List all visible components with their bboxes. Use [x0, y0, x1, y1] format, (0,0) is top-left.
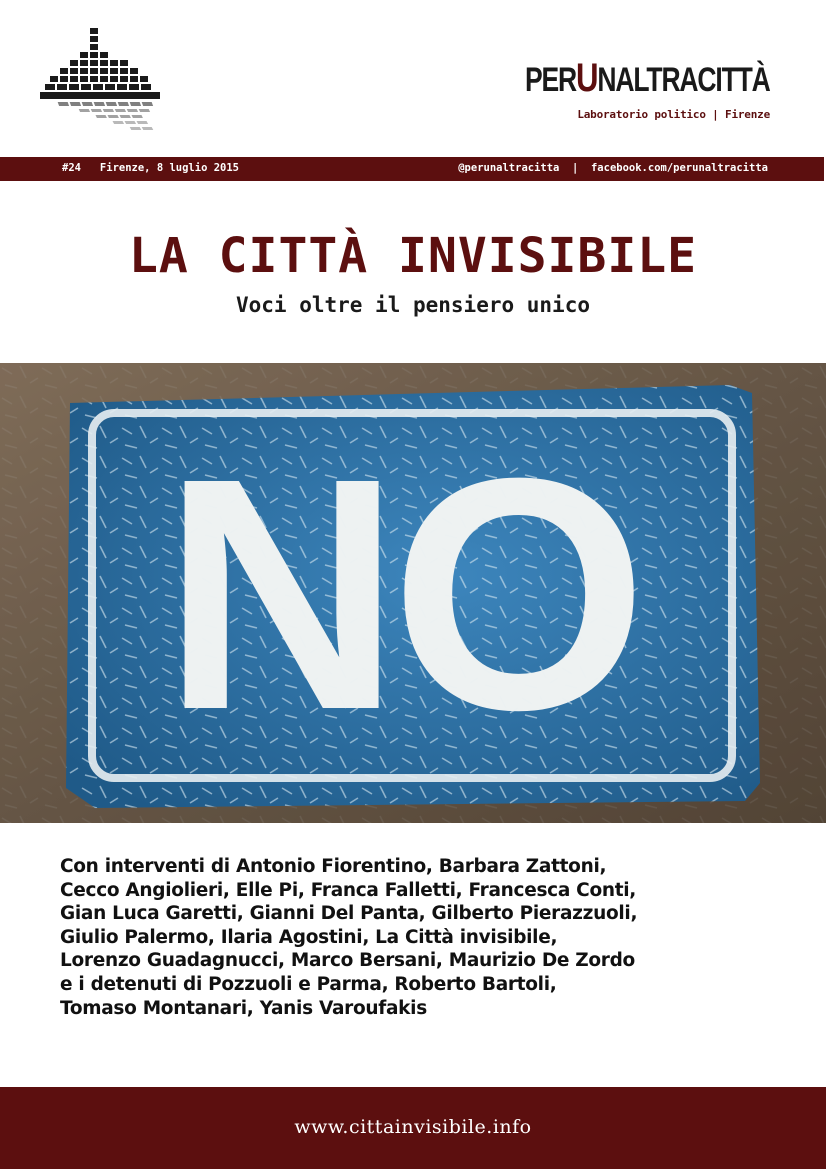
sign-text: NO [162, 409, 638, 778]
website-link[interactable]: www.cittainvisibile.info [294, 1116, 532, 1138]
brand-tagline: Laboratorio politico | Firenze [577, 108, 770, 121]
contributors-line: Lorenzo Guadagnucci, Marco Bersani, Maurizio De Zordo [60, 950, 635, 972]
bottom-band [0, 1087, 826, 1169]
top-band [0, 157, 824, 181]
contributors-line: Cecco Angiolieri, Elle Pi, Franca Falletti, Francesca Conti, [60, 879, 637, 901]
issue-info: #24 Firenze, 8 luglio 2015 [62, 162, 240, 174]
brand-suffix: NALTRACITTÀ [597, 61, 770, 99]
social-links[interactable]: @perunaltracitta | facebook.com/perunaltracitta [458, 162, 768, 174]
contributors-list [60, 855, 780, 1020]
cover-photo [0, 363, 826, 823]
brand-prefix: PER [525, 61, 577, 99]
brand-block [456, 58, 770, 121]
main-title: LA CITTÀ INVISIBILE [128, 228, 698, 284]
skyline-logo [40, 26, 165, 138]
subtitle: Voci oltre il pensiero unico [235, 293, 590, 317]
contributors-line: Tomaso Montanari, Yanis Varoufakis [60, 997, 427, 1019]
brand-name [525, 58, 770, 100]
contributors-line: Gian Luca Garetti, Gianni Del Panta, Gilberto Pierazzuoli, [60, 903, 638, 925]
contributors-line: Giulio Palermo, Ilaria Agostini, La Città invisibile, [60, 926, 558, 948]
contributors-line: e i detenuti di Pozzuoli e Parma, Roberto Bartoli, [60, 973, 557, 995]
contributors-line: Con interventi di Antonio Fiorentino, Barbara Zattoni, [60, 856, 607, 877]
brand-highlight: U [576, 56, 598, 100]
